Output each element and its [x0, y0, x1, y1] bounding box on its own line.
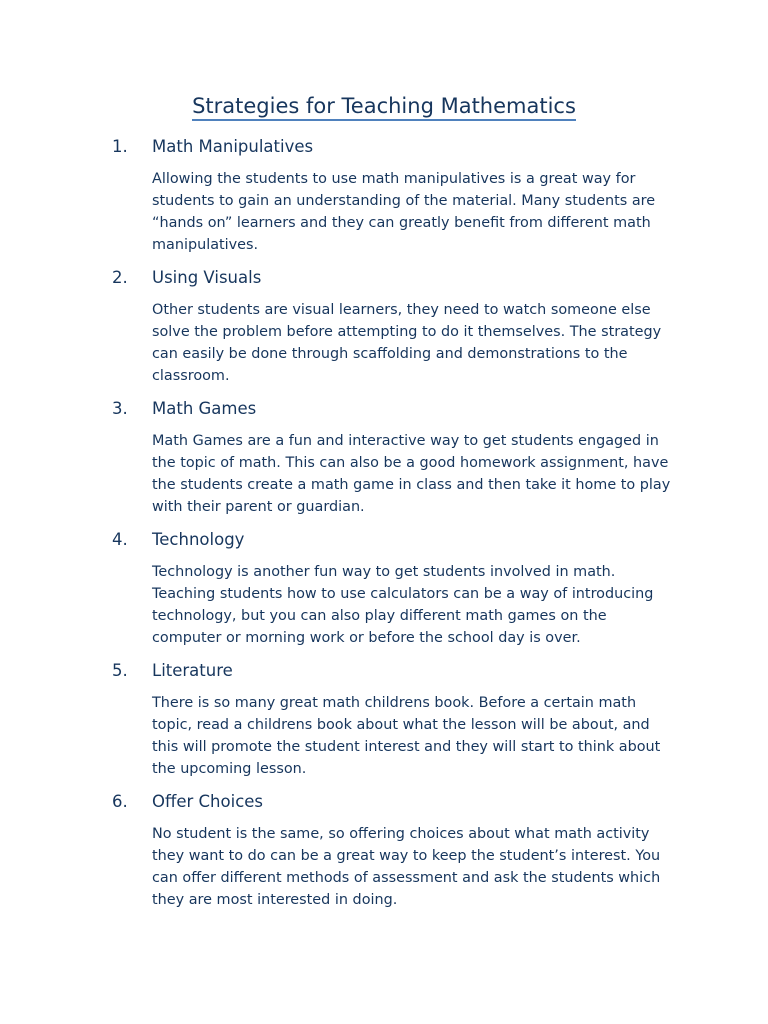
item-heading: Math Manipulatives	[152, 137, 314, 156]
paragraph-line: Math Games are a fun and interactive way to get students engaged in	[152, 433, 659, 449]
item-heading: Math Games	[152, 399, 257, 418]
paragraph-line: they are most interested in doing.	[152, 892, 398, 908]
item-number: 1.	[112, 137, 128, 156]
paragraph-line: manipulatives.	[152, 237, 259, 253]
paragraph-line: the upcoming lesson.	[152, 761, 307, 777]
item-paragraph	[152, 561, 680, 649]
paragraph-line: “hands on” learners and they can greatly benefit from different math	[152, 215, 651, 231]
item-number: 4.	[112, 530, 128, 549]
paragraph-line: technology, but you can also play different math games on the	[152, 608, 607, 624]
item-number: 6.	[112, 792, 128, 811]
item-heading: Technology	[152, 530, 245, 549]
paragraph-line: No student is the same, so offering choices about what math activity	[152, 826, 650, 842]
item-number: 2.	[112, 268, 128, 287]
item-number: 5.	[112, 661, 128, 680]
item-number: 3.	[112, 399, 128, 418]
item-paragraph	[152, 430, 680, 518]
item-heading: Literature	[152, 661, 233, 680]
paragraph-line: computer or morning work or before the school day is over.	[152, 630, 581, 646]
paragraph-line: solve the problem before attempting to do it themselves. The strategy	[152, 324, 662, 340]
paragraph-line: Teaching students how to use calculators can be a way of introducing	[152, 586, 654, 602]
item-paragraph	[152, 299, 680, 387]
item-paragraph	[152, 168, 680, 256]
paragraph-line: can easily be done through scaffolding and demonstrations to the	[152, 346, 628, 362]
item-heading: Offer Choices	[152, 792, 264, 811]
paragraph-line: topic, read a childrens book about what the lesson will be about, and	[152, 717, 650, 733]
paragraph-line: There is so many great math childrens book. Before a certain math	[152, 695, 637, 711]
paragraph-line: the topic of math. This can also be a good homework assignment, have	[152, 455, 669, 471]
item-heading: Using Visuals	[152, 268, 262, 287]
paragraph-line: classroom.	[152, 368, 230, 384]
paragraph-line: this will promote the student interest and they will start to think about	[152, 739, 661, 755]
paragraph-line: Allowing the students to use math manipulatives is a great way for	[152, 171, 636, 187]
paragraph-line: Other students are visual learners, they need to watch someone else	[152, 302, 651, 318]
item-paragraph	[152, 823, 680, 911]
paragraph-line: the students create a math game in class and then take it home to play	[152, 477, 671, 493]
paragraph-line: with their parent or guardian.	[152, 499, 365, 515]
document-title-text: Strategies for Teaching Mathematics	[192, 94, 576, 121]
paragraph-line: can offer different methods of assessment and ask the students which	[152, 870, 661, 886]
paragraph-line: they want to do can be a great way to keep the student’s interest. You	[152, 848, 661, 864]
item-paragraph	[152, 692, 680, 780]
paragraph-line: Technology is another fun way to get students involved in math.	[152, 564, 616, 580]
paragraph-line: students to gain an understanding of the material. Many students are	[152, 193, 656, 209]
document-title	[0, 92, 768, 120]
